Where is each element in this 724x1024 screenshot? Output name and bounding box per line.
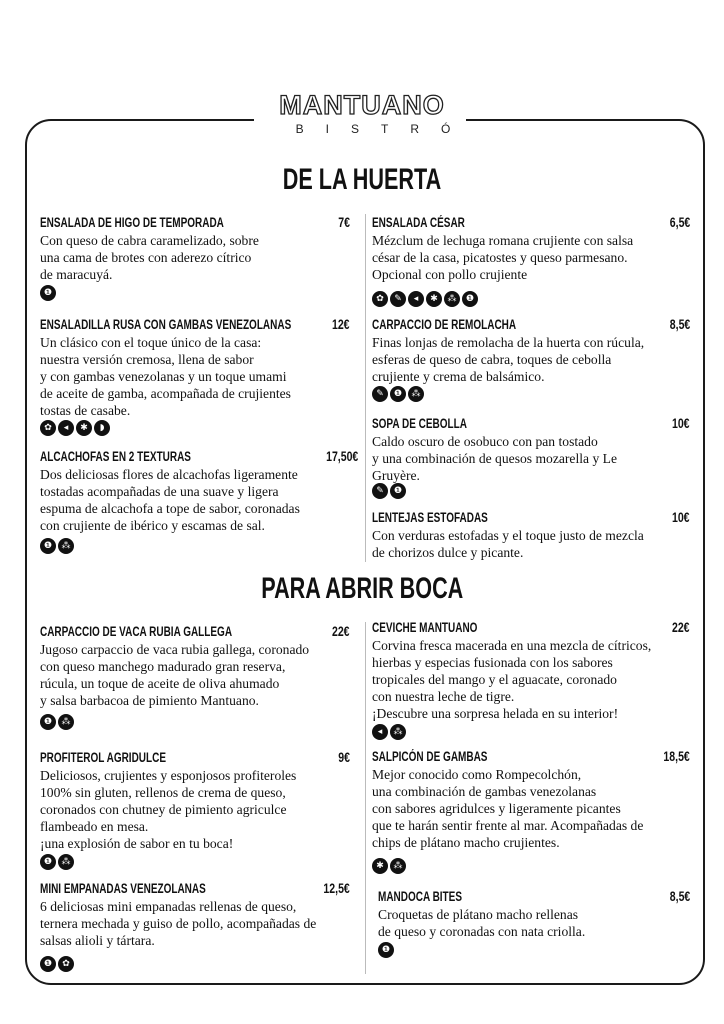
column-divider <box>365 214 366 562</box>
item-description <box>372 527 644 561</box>
description-line: Un clásico con el toque único de la casa: <box>40 335 262 350</box>
description-line: una combinación de gambas venezolanas <box>372 784 597 799</box>
fish-allergen-icon: ◂ <box>372 724 388 740</box>
allergen-icons <box>372 858 406 874</box>
allergen-icons <box>40 854 74 870</box>
description-line: chips de plátano macho crujientes. <box>372 835 560 850</box>
sulphites-allergen-icon: ⁂ <box>408 386 424 402</box>
description-line: esferas de queso de cabra, toques de cebolla <box>372 352 612 367</box>
description-line: crujiente y crema de balsámico. <box>372 369 545 384</box>
item-description <box>372 232 633 283</box>
allergen-icons <box>372 291 478 307</box>
item-price: 18,5€ <box>663 749 690 764</box>
description-line: ¡una explosión de sabor en tu boca! <box>40 836 234 851</box>
description-line: Croquetas de plátano macho rellenas <box>378 907 579 922</box>
milk-allergen-icon: ❶ <box>40 956 56 972</box>
crustacean-allergen-icon: ✱ <box>76 420 92 436</box>
item-price: 7€ <box>338 215 350 230</box>
description-line: Mézclum de lechuga romana crujiente con salsa <box>372 233 634 248</box>
description-line: con crujiente de ibérico y escamas de sal. <box>40 518 265 533</box>
item-title: SALPICÓN DE GAMBAS <box>372 749 488 764</box>
description-line: Corvina fresca macerada en una mezcla de cítricos, <box>372 638 652 653</box>
crustacean-allergen-icon: ✱ <box>372 858 388 874</box>
item-price: 12€ <box>332 317 350 332</box>
description-line: Finas lonjas de remolacha de la huerta con rúcula, <box>372 335 645 350</box>
sulphites-allergen-icon: ⁂ <box>390 858 406 874</box>
item-description <box>40 641 309 709</box>
item-description <box>40 767 296 852</box>
brand-subtitle: BISTRÓ <box>295 122 473 136</box>
item-title: MINI EMPANADAS VENEZOLANAS <box>40 881 206 896</box>
description-line: con nuestra leche de tigre. <box>372 689 515 704</box>
sulphites-allergen-icon: ⁂ <box>58 538 74 554</box>
allergen-icons <box>372 483 406 499</box>
item-price: 22€ <box>332 624 350 639</box>
allergen-icons <box>40 956 74 972</box>
item-description <box>372 334 644 385</box>
description-line: césar de la casa, picatostes y queso parmesano. <box>372 250 628 265</box>
mollusc-allergen-icon: ◗ <box>94 420 110 436</box>
sulphites-allergen-icon: ⁂ <box>390 724 406 740</box>
item-title: CEVICHE MANTUANO <box>372 620 478 635</box>
description-line: Jugoso carpaccio de vaca rubia gallega, coronado <box>40 642 310 657</box>
gluten-allergen-icon: ✎ <box>390 291 406 307</box>
milk-allergen-icon: ❶ <box>40 854 56 870</box>
description-line: y salsa barbacoa de pimiento Mantuano. <box>40 693 259 708</box>
description-line: 6 deliciosas mini empanadas rellenas de queso, <box>40 899 297 914</box>
item-price: 22€ <box>672 620 690 635</box>
item-title: ALCACHOFAS EN 2 TEXTURAS <box>40 449 191 464</box>
description-line: ternera mechada y guiso de pollo, acompañadas de <box>40 916 317 931</box>
milk-allergen-icon: ❶ <box>40 538 56 554</box>
description-line: rúcula, un toque de aceite de oliva ahumado <box>40 676 280 691</box>
egg-allergen-icon: ✿ <box>40 420 56 436</box>
description-line: hierbas y especias fusionada con los sabores <box>372 655 613 670</box>
section-title-de-la-huerta: DE LA HUERTA <box>282 163 442 196</box>
allergen-icons <box>40 420 110 436</box>
gluten-allergen-icon: ✎ <box>372 386 388 402</box>
description-line: flambeado en mesa. <box>40 819 149 834</box>
item-price: 10€ <box>672 416 690 431</box>
item-title: CARPACCIO DE VACA RUBIA GALLEGA <box>40 624 233 639</box>
sulphites-allergen-icon: ⁂ <box>58 714 74 730</box>
item-price: 10€ <box>672 510 690 525</box>
sulphites-allergen-icon: ⁂ <box>58 854 74 870</box>
item-description <box>40 466 300 534</box>
description-line: tropicales del mango y el aguacate, coronado <box>372 672 617 687</box>
description-line: una cama de brotes con aderezo cítrico <box>40 250 252 265</box>
item-title: MANDOCA BITES <box>378 889 462 904</box>
allergen-icons <box>372 386 424 402</box>
description-line: nuestra versión cremosa, llena de sabor <box>40 352 254 367</box>
brand-logo: MANTUANO <box>279 90 445 120</box>
item-title: ENSALADILLA RUSA CON GAMBAS VENEZOLANAS <box>40 317 292 332</box>
description-line: espuma de alcachofa a tope de sabor, coronadas <box>40 501 300 516</box>
milk-allergen-icon: ❶ <box>40 714 56 730</box>
description-line: Mejor conocido como Rompecolchón, <box>372 767 582 782</box>
description-line: de chorizos dulce y picante. <box>372 545 524 560</box>
description-line: de aceite de gamba, acompañada de crujientes <box>40 386 291 401</box>
column-divider <box>365 622 366 974</box>
item-description <box>372 433 617 484</box>
description-line: Caldo oscuro de osobuco con pan tostado <box>372 434 598 449</box>
item-description <box>372 637 651 722</box>
item-title: PROFITEROL AGRIDULCE <box>40 750 166 765</box>
description-line: coronados con chutney de pimiento agriculce <box>40 802 287 817</box>
description-line: Deliciosos, crujientes y esponjosos profiteroles <box>40 768 297 783</box>
description-line: Dos deliciosas flores de alcachofas ligeramente <box>40 467 298 482</box>
fish-allergen-icon: ◂ <box>58 420 74 436</box>
description-line: y con gambas venezolanas y un toque umami <box>40 369 287 384</box>
description-line: de maracuyá. <box>40 267 113 282</box>
item-price: 17,50€ <box>325 449 358 464</box>
item-description <box>378 906 585 940</box>
item-title: ENSALADA DE HIGO DE TEMPORADA <box>40 215 224 230</box>
description-line: que te harán sentir frente al mar. Acompañadas de <box>372 818 644 833</box>
item-price: 6,5€ <box>669 215 690 230</box>
milk-allergen-icon: ❶ <box>40 285 56 301</box>
sulphites-allergen-icon: ⁂ <box>444 291 460 307</box>
item-price: 12,5€ <box>323 881 350 896</box>
allergen-icons <box>40 538 74 554</box>
crustacean-allergen-icon: ✱ <box>426 291 442 307</box>
description-line: tostadas acompañadas de una suave y ligera <box>40 484 279 499</box>
fish-allergen-icon: ◂ <box>408 291 424 307</box>
milk-allergen-icon: ❶ <box>390 483 406 499</box>
item-title: SOPA DE CEBOLLA <box>372 416 467 431</box>
item-price: 8,5€ <box>669 889 690 904</box>
item-description <box>40 334 291 419</box>
description-line: de queso y coronadas con nata criolla. <box>378 924 586 939</box>
item-description <box>40 898 316 949</box>
section-title-para-abrir-boca: PARA ABRIR BOCA <box>260 572 463 605</box>
allergen-icons <box>378 942 394 958</box>
item-title: CARPACCIO DE REMOLACHA <box>372 317 517 332</box>
allergen-icons <box>40 285 56 301</box>
description-line: 100% sin gluten, rellenos de crema de queso, <box>40 785 286 800</box>
item-price: 9€ <box>338 750 350 765</box>
milk-allergen-icon: ❶ <box>390 386 406 402</box>
gluten-allergen-icon: ✎ <box>372 483 388 499</box>
description-line: salsas alioli y tártara. <box>40 933 155 948</box>
milk-allergen-icon: ❶ <box>378 942 394 958</box>
description-line: Con verduras estofadas y el toque justo de mezcla <box>372 528 644 543</box>
description-line: con sabores agridulces y ligeramente picantes <box>372 801 621 816</box>
egg-allergen-icon: ✿ <box>372 291 388 307</box>
item-title: LENTEJAS ESTOFADAS <box>372 510 488 525</box>
egg-allergen-icon: ✿ <box>58 956 74 972</box>
allergen-icons <box>40 714 74 730</box>
description-line: tostas de casabe. <box>40 403 131 418</box>
milk-allergen-icon: ❶ <box>462 291 478 307</box>
item-title: ENSALADA CÉSAR <box>372 215 465 230</box>
description-line: Gruyère. <box>372 468 420 483</box>
description-line: ¡Descubre una sorpresa helada en su interior! <box>372 706 619 721</box>
description-line: con queso manchego madurado gran reserva, <box>40 659 286 674</box>
description-line: y una combinación de quesos mozarella y Le <box>372 451 617 466</box>
item-price: 8,5€ <box>669 317 690 332</box>
description-line: Con queso de cabra caramelizado, sobre <box>40 233 259 248</box>
description-line: Opcional con pollo crujiente <box>372 267 528 282</box>
item-description <box>372 766 643 851</box>
allergen-icons <box>372 724 406 740</box>
item-description <box>40 232 259 283</box>
